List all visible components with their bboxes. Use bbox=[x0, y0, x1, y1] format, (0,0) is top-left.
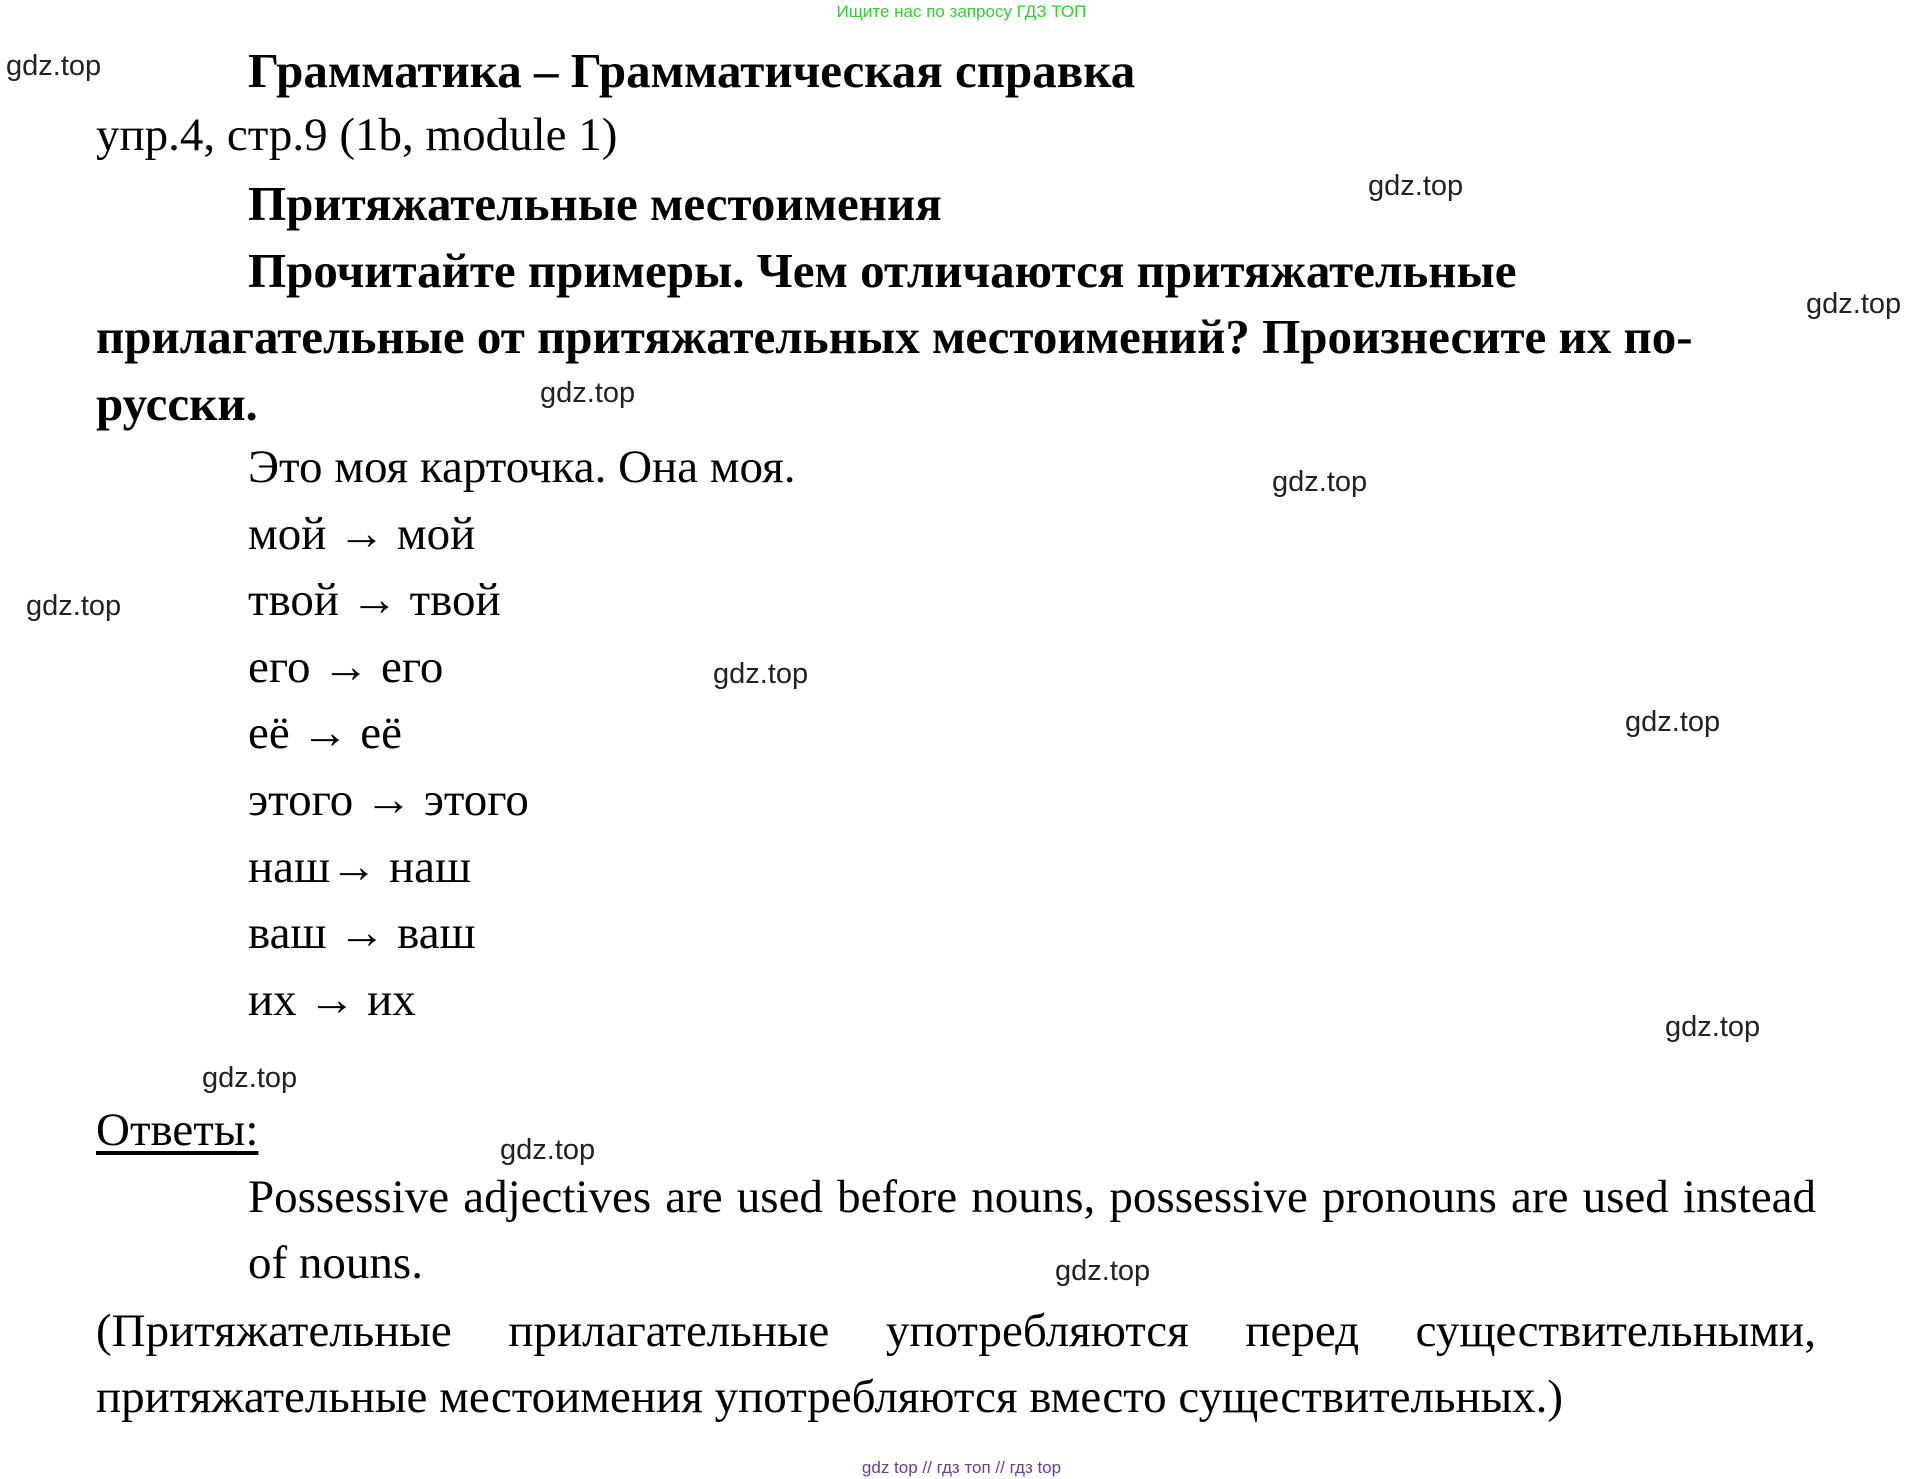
answers-label: Ответы: bbox=[96, 1104, 259, 1156]
example-pair: твой → твой bbox=[248, 574, 501, 626]
bottom-banner: gdz top // гдз топ // гдз top bbox=[861, 1458, 1062, 1477]
example-pair: мой → мой bbox=[248, 508, 476, 560]
task-line-2: прилагательные от притяжательных местоимений? Произнесите их по- bbox=[96, 309, 1693, 364]
answer-english: Possessive adjectives are used before nouns, possessive pronouns are used instead of nouns. bbox=[248, 1171, 1816, 1289]
watermark: gdz.top bbox=[713, 658, 809, 690]
watermark: gdz.top bbox=[540, 377, 636, 409]
watermark: gdz.top bbox=[1055, 1255, 1151, 1287]
watermark: gdz.top bbox=[202, 1062, 298, 1094]
watermark: gdz.top bbox=[1806, 288, 1902, 320]
example-pair: наш→ наш bbox=[248, 841, 472, 893]
watermark: gdz.top bbox=[6, 50, 102, 82]
task-line-1: Прочитайте примеры. Чем отличаются притяжательные bbox=[248, 243, 1517, 298]
exercise-reference: упр.4, стр.9 (1b, module 1) bbox=[96, 109, 618, 161]
task-line-3: русски. bbox=[96, 376, 258, 431]
watermark: gdz.top bbox=[1665, 1011, 1761, 1043]
example-pair: этого → этого bbox=[248, 774, 529, 826]
watermark: gdz.top bbox=[1625, 706, 1721, 738]
example-pair: её → её bbox=[248, 707, 402, 759]
example-sentence: Это моя карточка. Она моя. bbox=[248, 441, 796, 493]
answer-russian: (Притяжательные прилагательные употребляются перед существительными, притяжательные местоимения употребляются вместо существительных.) bbox=[96, 1305, 1816, 1423]
top-banner: Ищите нас по запросу ГДЗ ТОП bbox=[836, 2, 1087, 21]
example-pair: их → их bbox=[248, 974, 416, 1026]
watermark: gdz.top bbox=[26, 590, 122, 622]
watermark: gdz.top bbox=[500, 1134, 596, 1166]
example-pair: ваш → ваш bbox=[248, 907, 476, 959]
section-title: Притяжательные местоимения bbox=[248, 176, 942, 231]
watermark: gdz.top bbox=[1368, 170, 1464, 202]
watermark: gdz.top bbox=[1272, 466, 1368, 498]
page-title: Грамматика – Грамматическая справка bbox=[248, 43, 1136, 98]
example-pair: его → его bbox=[248, 641, 444, 693]
